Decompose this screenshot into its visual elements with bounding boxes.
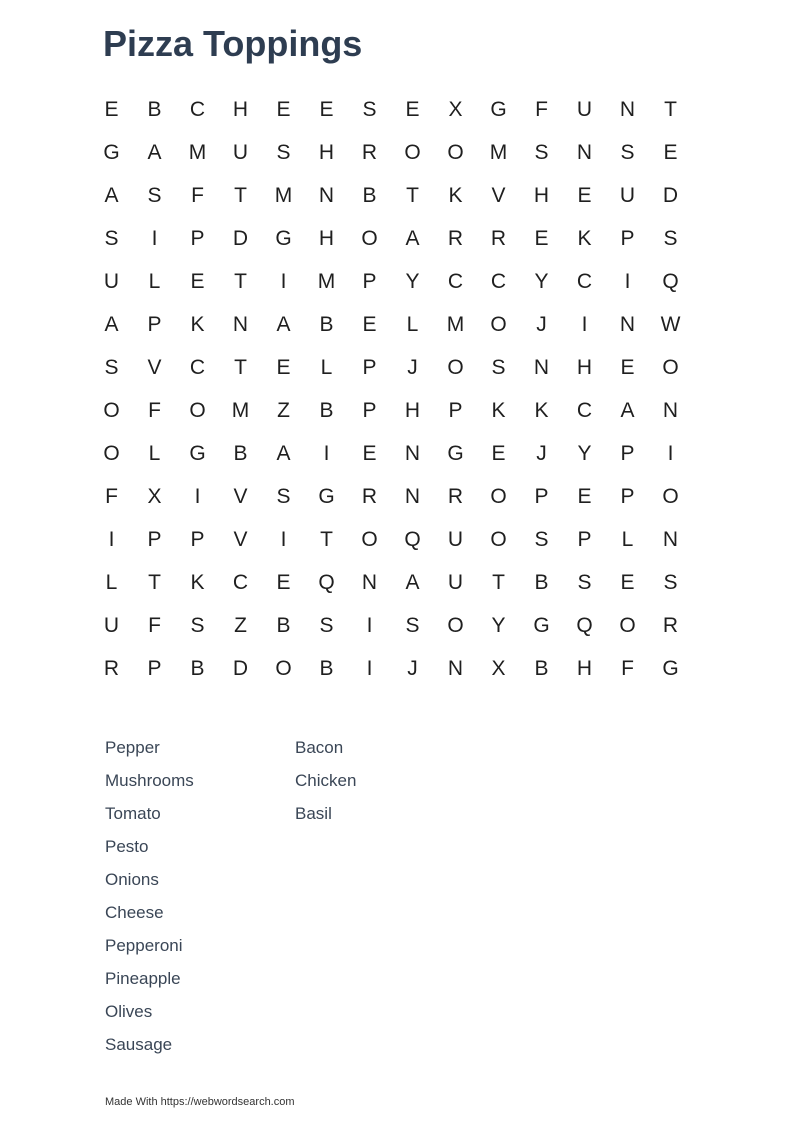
grid-letter: G xyxy=(490,97,507,121)
grid-letter: P xyxy=(362,355,377,379)
grid-letter: K xyxy=(534,398,549,422)
grid-letter: I xyxy=(624,269,631,293)
grid-letter: I xyxy=(667,441,674,465)
grid-letter: F xyxy=(148,613,161,637)
grid-letter: T xyxy=(664,97,677,121)
grid-letter: H xyxy=(533,183,550,207)
grid-letter: O xyxy=(189,398,206,422)
grid-letter: O xyxy=(490,484,507,508)
grid-letter: F xyxy=(105,484,118,508)
grid-letter: V xyxy=(233,527,248,551)
grid-letter: U xyxy=(619,183,636,207)
grid-letter: E xyxy=(190,269,205,293)
grid-letter: E xyxy=(620,355,635,379)
grid-letter: O xyxy=(447,355,464,379)
grid-letter: A xyxy=(147,140,162,164)
grid-letter: E xyxy=(577,484,592,508)
grid-letter: E xyxy=(276,355,291,379)
grid-letter: O xyxy=(490,312,507,336)
grid-letter: L xyxy=(148,441,161,465)
grid-letter: N xyxy=(533,355,550,379)
grid-letter: S xyxy=(104,355,119,379)
grid-letter: N xyxy=(447,656,464,680)
grid-letter: T xyxy=(234,183,247,207)
grid-letter: K xyxy=(491,398,506,422)
grid-letter: R xyxy=(103,656,120,680)
grid-letter: T xyxy=(148,570,161,594)
grid-letter: S xyxy=(276,484,291,508)
grid-letter: L xyxy=(105,570,118,594)
word-list-item: Bacon xyxy=(295,738,344,757)
grid-letter: P xyxy=(147,312,162,336)
grid-letter: P xyxy=(620,226,635,250)
grid-letter: T xyxy=(234,269,247,293)
grid-letter: S xyxy=(104,226,119,250)
grid-letter: G xyxy=(189,441,206,465)
grid-letter: P xyxy=(448,398,463,422)
grid-letter: Y xyxy=(577,441,592,465)
grid-letter: O xyxy=(404,140,421,164)
grid-letter: P xyxy=(534,484,549,508)
grid-letter: L xyxy=(406,312,419,336)
word-list-item: Onions xyxy=(105,870,159,889)
grid-letter: O xyxy=(447,140,464,164)
grid-letter: O xyxy=(662,484,679,508)
grid-letter: E xyxy=(104,97,119,121)
grid-letter: B xyxy=(362,183,377,207)
word-list-item: Chicken xyxy=(295,771,357,790)
grid-letter: I xyxy=(280,527,287,551)
grid-letter: J xyxy=(536,441,547,465)
grid-letter: Z xyxy=(234,613,247,637)
grid-letter: X xyxy=(491,656,506,680)
grid-letter: P xyxy=(577,527,592,551)
grid-letter: H xyxy=(576,656,593,680)
word-list-item: Pineapple xyxy=(105,969,181,988)
grid-letter: H xyxy=(404,398,421,422)
grid-letter: N xyxy=(619,312,636,336)
grid-letter: C xyxy=(576,398,593,422)
word-list-item: Pepperoni xyxy=(105,936,183,955)
grid-letter: L xyxy=(148,269,161,293)
grid-letter: V xyxy=(147,355,162,379)
grid-letter: H xyxy=(318,226,335,250)
grid-letter: R xyxy=(662,613,679,637)
grid-letter: B xyxy=(233,441,248,465)
grid-letter: Q xyxy=(662,269,679,293)
word-list-item: Pepper xyxy=(105,738,160,757)
grid-letter: I xyxy=(366,656,373,680)
grid-letter: G xyxy=(533,613,550,637)
grid-letter: G xyxy=(275,226,292,250)
grid-letter: T xyxy=(406,183,419,207)
grid-letter: E xyxy=(577,183,592,207)
grid-letter: K xyxy=(190,570,205,594)
grid-letter: E xyxy=(319,97,334,121)
word-list-item: Pesto xyxy=(105,837,149,856)
grid-letter: E xyxy=(362,441,377,465)
grid-letter: E xyxy=(534,226,549,250)
grid-letter: Y xyxy=(534,269,549,293)
grid-letter: A xyxy=(276,312,291,336)
grid-letter: D xyxy=(232,656,249,680)
grid-letter: E xyxy=(362,312,377,336)
grid-letter: B xyxy=(534,570,549,594)
grid-letter: E xyxy=(663,140,678,164)
grid-letter: T xyxy=(492,570,505,594)
grid-letter: H xyxy=(232,97,249,121)
grid-letter: R xyxy=(490,226,507,250)
grid-letter: B xyxy=(319,312,334,336)
grid-letter: G xyxy=(318,484,335,508)
grid-letter: N xyxy=(318,183,335,207)
word-list-item: Olives xyxy=(105,1002,153,1021)
grid-letter: N xyxy=(404,441,421,465)
grid-letter: W xyxy=(660,312,681,336)
grid-letter: J xyxy=(407,656,418,680)
grid-letter: E xyxy=(276,97,291,121)
grid-letter: P xyxy=(190,226,205,250)
grid-letter: C xyxy=(232,570,249,594)
grid-letter: K xyxy=(448,183,463,207)
grid-letter: O xyxy=(103,441,120,465)
grid-letter: I xyxy=(280,269,287,293)
grid-letter: O xyxy=(275,656,292,680)
grid-letter: M xyxy=(231,398,250,422)
grid-letter: E xyxy=(620,570,635,594)
grid-letter: M xyxy=(317,269,336,293)
grid-letter: C xyxy=(189,355,206,379)
grid-letter: P xyxy=(362,398,377,422)
grid-letter: R xyxy=(361,140,378,164)
grid-letter: B xyxy=(319,398,334,422)
grid-letter: I xyxy=(366,613,373,637)
grid-letter: I xyxy=(194,484,201,508)
grid-letter: S xyxy=(147,183,162,207)
grid-letter: O xyxy=(447,613,464,637)
grid-letter: F xyxy=(535,97,548,121)
grid-letter: F xyxy=(191,183,204,207)
grid-letter: I xyxy=(151,226,158,250)
grid-letter: F xyxy=(621,656,634,680)
grid-letter: O xyxy=(103,398,120,422)
footer-credit: Made With https://webwordsearch.com xyxy=(105,1096,295,1108)
grid-letter: P xyxy=(147,656,162,680)
grid-letter: A xyxy=(104,312,119,336)
grid-letter: P xyxy=(620,484,635,508)
grid-letter: B xyxy=(190,656,205,680)
grid-letter: S xyxy=(362,97,377,121)
grid-letter: U xyxy=(576,97,593,121)
grid-letter: Z xyxy=(277,398,290,422)
grid-letter: O xyxy=(361,527,378,551)
grid-letter: N xyxy=(361,570,378,594)
word-list-item: Basil xyxy=(295,804,332,823)
grid-letter: E xyxy=(491,441,506,465)
grid-letter: E xyxy=(405,97,420,121)
grid-letter: N xyxy=(662,398,679,422)
grid-letter: C xyxy=(447,269,464,293)
grid-letter: M xyxy=(489,140,508,164)
grid-letter: Y xyxy=(491,613,506,637)
grid-letter: L xyxy=(621,527,634,551)
grid-letter: N xyxy=(576,140,593,164)
grid-letter: Q xyxy=(318,570,335,594)
grid-letter: S xyxy=(577,570,592,594)
grid-letter: V xyxy=(491,183,506,207)
grid-letter: S xyxy=(190,613,205,637)
grid-letter: L xyxy=(320,355,333,379)
grid-letter: U xyxy=(447,570,464,594)
grid-letter: S xyxy=(620,140,635,164)
grid-letter: N xyxy=(662,527,679,551)
grid-letter: B xyxy=(319,656,334,680)
grid-letter: U xyxy=(447,527,464,551)
grid-letter: C xyxy=(490,269,507,293)
grid-letter: I xyxy=(108,527,115,551)
grid-letter: P xyxy=(620,441,635,465)
grid-letter: B xyxy=(534,656,549,680)
grid-letter: J xyxy=(407,355,418,379)
word-list-item: Mushrooms xyxy=(105,771,194,790)
grid-letter: B xyxy=(147,97,162,121)
grid-letter: S xyxy=(276,140,291,164)
grid-letter: U xyxy=(232,140,249,164)
word-list xyxy=(105,736,485,1066)
grid-letter: B xyxy=(276,613,291,637)
grid-letter: P xyxy=(147,527,162,551)
grid-letter: E xyxy=(276,570,291,594)
grid-letter: A xyxy=(405,226,420,250)
grid-letter: H xyxy=(318,140,335,164)
word-list-item: Tomato xyxy=(105,804,161,823)
grid-letter: X xyxy=(448,97,463,121)
grid-letter: I xyxy=(581,312,588,336)
grid-letter: J xyxy=(536,312,547,336)
grid-letter: Q xyxy=(404,527,421,551)
grid-letter: G xyxy=(447,441,464,465)
grid-letter: A xyxy=(276,441,291,465)
grid-letter: S xyxy=(534,140,549,164)
grid-letter: F xyxy=(148,398,161,422)
grid-letter: R xyxy=(447,226,464,250)
grid-letter: U xyxy=(103,269,120,293)
grid-letter: S xyxy=(319,613,334,637)
grid-letter: S xyxy=(534,527,549,551)
grid-letter: M xyxy=(274,183,293,207)
grid-letter: V xyxy=(233,484,248,508)
grid-letter: O xyxy=(619,613,636,637)
grid-letter: A xyxy=(620,398,635,422)
grid-letter: C xyxy=(189,97,206,121)
grid-letter: Y xyxy=(405,269,420,293)
grid-letter: N xyxy=(404,484,421,508)
grid-letter: N xyxy=(619,97,636,121)
grid-letter: O xyxy=(361,226,378,250)
grid-letter: C xyxy=(576,269,593,293)
grid-letter: T xyxy=(320,527,333,551)
grid-letter: M xyxy=(188,140,207,164)
grid-letter: U xyxy=(103,613,120,637)
grid-letter: R xyxy=(361,484,378,508)
grid-letter: K xyxy=(577,226,592,250)
grid-letter: O xyxy=(662,355,679,379)
grid-letter: M xyxy=(446,312,465,336)
grid-letter: S xyxy=(663,226,678,250)
grid-letter: R xyxy=(447,484,464,508)
grid-letter: A xyxy=(405,570,420,594)
grid-letter: S xyxy=(491,355,506,379)
grid-letter: A xyxy=(104,183,119,207)
grid-letter: S xyxy=(405,613,420,637)
page-title: Pizza Toppings xyxy=(103,23,363,64)
grid-letter: X xyxy=(147,484,162,508)
grid-letter: P xyxy=(362,269,377,293)
grid-letter: S xyxy=(663,570,678,594)
grid-letter: N xyxy=(232,312,249,336)
word-list-item: Sausage xyxy=(105,1035,173,1054)
grid-letter: D xyxy=(232,226,249,250)
word-list-item: Cheese xyxy=(105,903,164,922)
grid-letter: Q xyxy=(576,613,593,637)
grid-letter: O xyxy=(490,527,507,551)
grid-letter: H xyxy=(576,355,593,379)
grid-letter: P xyxy=(190,527,205,551)
grid-letter: I xyxy=(323,441,330,465)
grid-letter: T xyxy=(234,355,247,379)
grid-letter: G xyxy=(103,140,120,164)
grid-letter: D xyxy=(662,183,679,207)
letter-grid xyxy=(90,88,692,690)
grid-letter: K xyxy=(190,312,205,336)
grid-letter: G xyxy=(662,656,679,680)
